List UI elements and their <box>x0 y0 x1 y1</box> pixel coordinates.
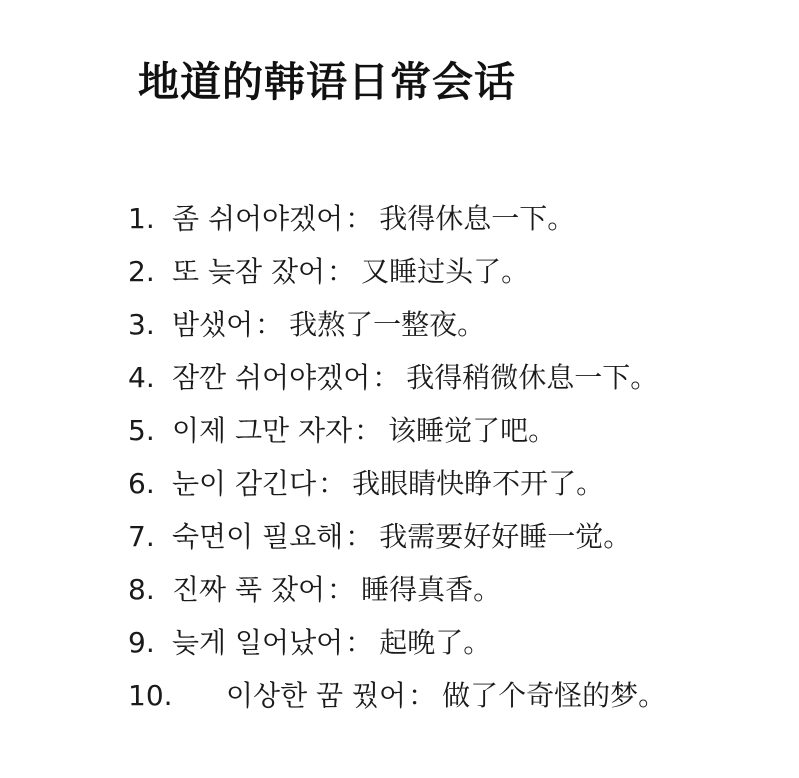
separator: ： <box>345 520 374 553</box>
item-number: 6. <box>128 467 155 500</box>
separator: ： <box>354 414 383 447</box>
chinese-translation: 我眼睛快睁不开了。 <box>352 467 605 500</box>
page-title: 地道的韩语日常会话 <box>138 58 516 106</box>
list-item <box>128 192 788 245</box>
separator: ： <box>318 467 347 500</box>
item-number: 2. <box>128 255 155 288</box>
korean-phrase: 진짜 푹 잤어 <box>172 573 326 606</box>
korean-phrase: 이상한 꿈 꿨어 <box>226 679 407 712</box>
list-item <box>128 616 788 669</box>
list-item <box>128 510 788 563</box>
list-item <box>128 298 788 351</box>
item-number: 4. <box>128 361 155 394</box>
korean-phrase: 늦게 일어났어 <box>172 626 344 659</box>
chinese-translation: 该睡觉了吧。 <box>388 414 557 447</box>
list-item <box>128 669 788 722</box>
chinese-translation: 我需要好好睡一觉。 <box>379 520 632 553</box>
item-number: 8. <box>128 573 155 606</box>
item-number: 7. <box>128 520 155 553</box>
separator: ： <box>327 573 356 606</box>
list-item <box>128 245 788 298</box>
korean-phrase: 또 늦잠 잤어 <box>172 255 326 288</box>
chinese-translation: 起晚了。 <box>379 626 492 659</box>
korean-phrase: 이제 그만 자자 <box>172 414 353 447</box>
chinese-translation: 我得稍微休息一下。 <box>406 361 659 394</box>
korean-phrase: 눈이 감긴다 <box>172 467 317 500</box>
phrase-list <box>128 192 788 722</box>
chinese-translation: 睡得真香。 <box>361 573 502 606</box>
item-number: 1. <box>128 202 155 235</box>
chinese-translation: 做了个奇怪的梦。 <box>442 679 667 712</box>
chinese-translation: 我熬了一整夜。 <box>289 308 486 341</box>
korean-phrase: 잠깐 쉬어야겠어 <box>172 361 371 394</box>
list-item <box>128 351 788 404</box>
separator: ： <box>255 308 284 341</box>
item-number: 9. <box>128 626 155 659</box>
item-number: 5. <box>128 414 155 447</box>
chinese-translation: 又睡过头了。 <box>361 255 530 288</box>
korean-phrase: 좀 쉬어야겠어 <box>172 202 344 235</box>
korean-phrase: 밤샜어 <box>172 308 254 341</box>
separator: ： <box>408 679 437 712</box>
separator: ： <box>372 361 401 394</box>
separator: ： <box>327 255 356 288</box>
chinese-translation: 我得休息一下。 <box>379 202 576 235</box>
list-item <box>128 404 788 457</box>
list-item <box>128 563 788 616</box>
item-number: 3. <box>128 308 155 341</box>
list-item <box>128 457 788 510</box>
separator: ： <box>345 202 374 235</box>
separator: ： <box>345 626 374 659</box>
korean-phrase: 숙면이 필요해 <box>172 520 344 553</box>
item-number: 10. <box>128 679 173 712</box>
